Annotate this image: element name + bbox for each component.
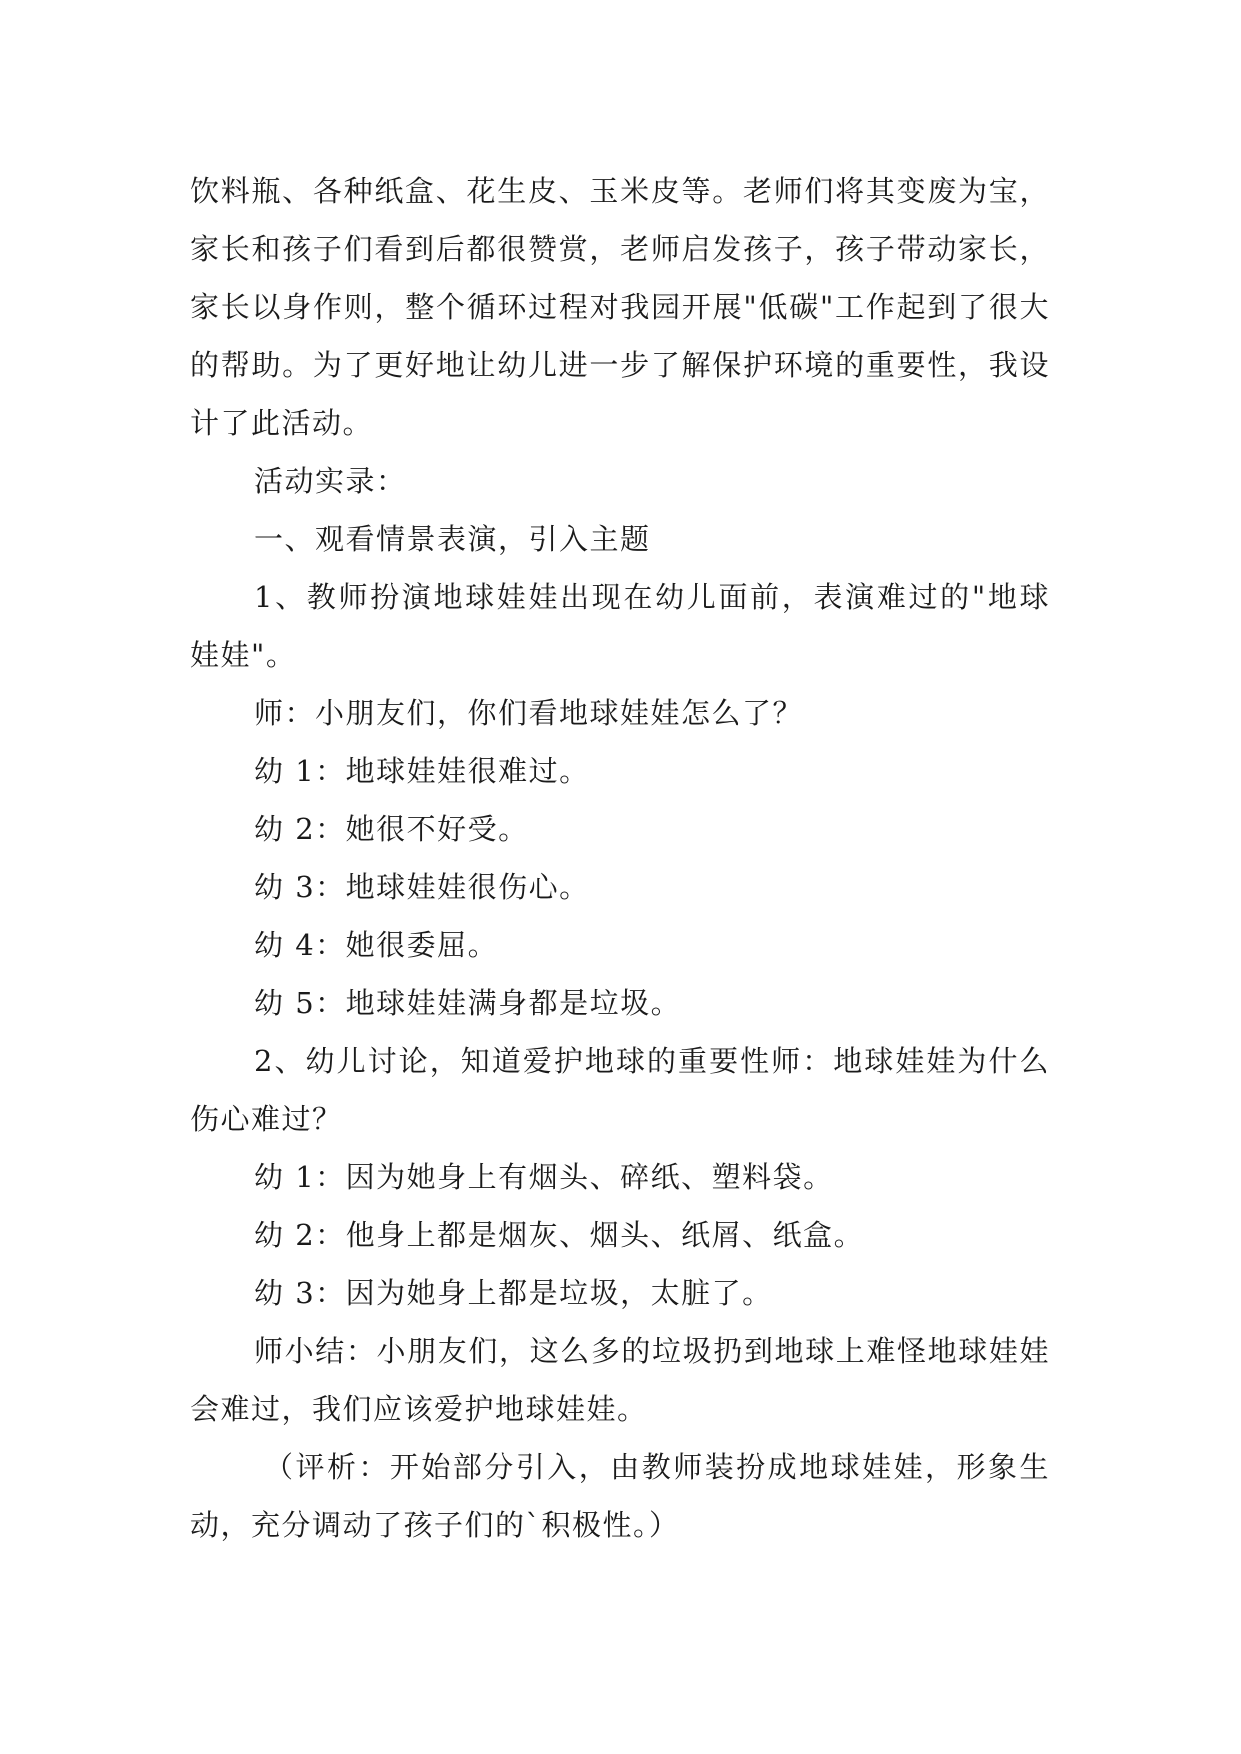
document-body bbox=[190, 162, 1050, 1554]
paragraph-intro-continued: 饮料瓶、各种纸盒、花生皮、玉米皮等。老师们将其变废为宝，家长和孩子们看到后都很赞赏，老师启发孩子，孩子带动家长，家长以身作则，整个循环过程对我园开展"低碳"工作起到了很大的帮助。为了更好地让幼儿进一步了解保护环境的重要性，我设计了此活动。 bbox=[190, 174, 1050, 440]
child-answer: 幼 4：她很委屈。 bbox=[254, 928, 499, 962]
child-answer: 幼 2：她很不好受。 bbox=[254, 812, 529, 846]
child-answer: 幼 5：地球娃娃满身都是垃圾。 bbox=[254, 986, 682, 1020]
child-answer: 幼 1：因为她身上有烟头、碎纸、塑料袋。 bbox=[254, 1160, 834, 1194]
child-answer: 幼 3：因为她身上都是垃圾，太脏了。 bbox=[254, 1276, 773, 1310]
child-answer: 幼 1：地球娃娃很难过。 bbox=[254, 754, 590, 788]
commentary-note: （评析：开始部分引入，由教师装扮成地球娃娃，形象生动，充分调动了孩子们的`积极性。） bbox=[190, 1450, 1050, 1542]
section-label-activity-record: 活动实录： bbox=[254, 464, 407, 498]
teacher-question: 师：小朋友们，你们看地球娃娃怎么了？ bbox=[254, 696, 804, 730]
section-heading-1: 一、观看情景表演，引入主题 bbox=[254, 522, 651, 556]
child-answer: 幼 2：他身上都是烟灰、烟头、纸屑、纸盒。 bbox=[254, 1218, 865, 1252]
step-2-paragraph: 2、幼儿讨论，知道爱护地球的重要性师：地球娃娃为什么伤心难过？ bbox=[190, 1044, 1050, 1136]
child-answer: 幼 3：地球娃娃很伤心。 bbox=[254, 870, 590, 904]
step-1-paragraph: 1、教师扮演地球娃娃出现在幼儿面前，表演难过的"地球娃娃"。 bbox=[190, 580, 1050, 672]
teacher-summary: 师小结：小朋友们，这么多的垃圾扔到地球上难怪地球娃娃会难过，我们应该爱护地球娃娃。 bbox=[190, 1334, 1050, 1426]
